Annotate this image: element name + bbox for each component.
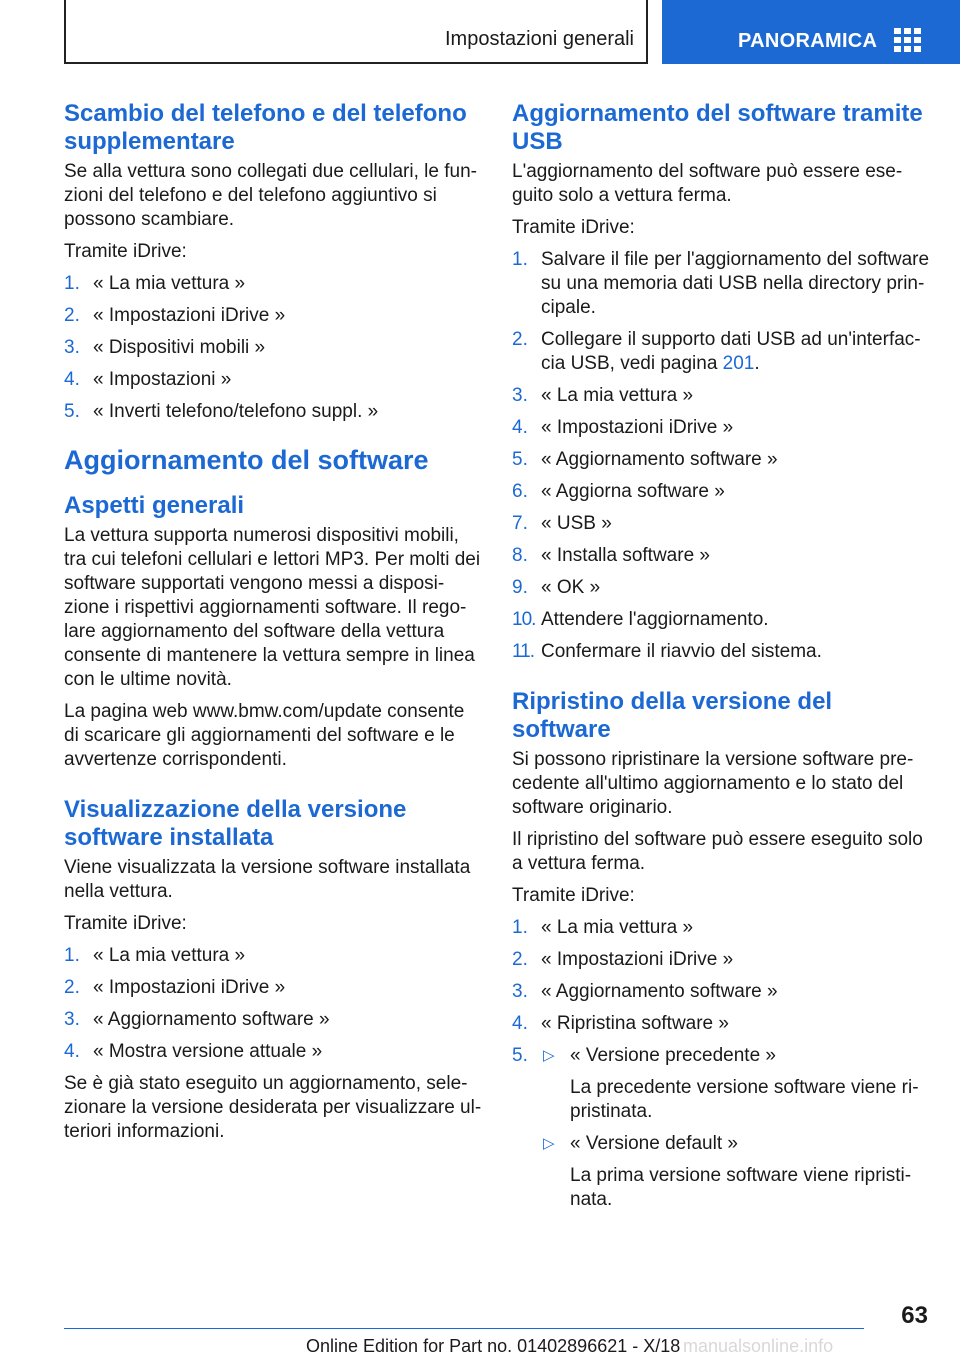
step-text: « La mia vettura » — [541, 917, 694, 938]
step-number: 1. — [512, 917, 528, 938]
step-number: 1. — [512, 249, 528, 270]
steps-list-phone-swap — [64, 272, 484, 424]
triangle-bullet-icon: ▷ — [543, 1135, 555, 1152]
step-text-end: . — [754, 353, 760, 374]
step-number: 3. — [64, 337, 80, 358]
step-number: 4. — [512, 1013, 528, 1034]
step-item — [512, 328, 932, 376]
step-item — [64, 1040, 484, 1064]
step-number: 4. — [64, 1041, 80, 1062]
right-column — [512, 100, 932, 1220]
section-title-usb-update: Aggiornamento del software tramite USB — [512, 100, 923, 155]
step-number: 3. — [64, 1009, 80, 1030]
grid-icon — [894, 28, 922, 52]
steps-list-restore — [512, 916, 932, 1212]
step-text: « OK » — [541, 577, 601, 598]
page-header — [0, 0, 960, 66]
step-number: 1. — [64, 945, 80, 966]
step-text: « Installa software » — [541, 545, 710, 566]
section-tab-label: Impostazioni generali — [445, 28, 634, 50]
step-item — [512, 1044, 932, 1212]
page-number: 63 — [901, 1302, 928, 1329]
paragraph: Se alla vettura sono collegati due cellulari, le fun-zioni del telefono e del telefono aggiuntivo si possono scambiare. — [64, 161, 477, 230]
sub-option — [541, 1132, 932, 1156]
step-item — [64, 272, 484, 296]
step-item — [64, 976, 484, 1000]
step-text: Collegare il supporto dati USB ad un'interfac-cia USB, vedi pagina — [541, 329, 921, 374]
paragraph: Tramite iDrive: — [64, 241, 187, 262]
step-text: « La mia vettura » — [93, 945, 246, 966]
step-text: « Aggiorna software » — [541, 481, 725, 502]
step-item — [512, 640, 932, 664]
step-number: 3. — [512, 385, 528, 406]
step-text: « Impostazioni iDrive » — [541, 949, 734, 970]
step-text: « Aggiornamento software » — [541, 981, 778, 1002]
step-number: 1. — [64, 273, 80, 294]
step-text: « Impostazioni iDrive » — [93, 305, 286, 326]
step-item — [64, 1008, 484, 1032]
paragraph: La pagina web www.bmw.com/update consente di scaricare gli aggiornamenti del software e le avvertenze corrispondenti. — [64, 701, 465, 770]
step-text: « Impostazioni iDrive » — [93, 977, 286, 998]
paragraph: Il ripristino del software può essere eseguito solo a vettura ferma. — [512, 829, 923, 874]
paragraph: La vettura supporta numerosi dispositivi mobili, tra cui telefoni cellulari e lettori MP3. Per molti dei software supportati vengono messi a disposi-zione i rispettivi aggiornamenti software. Il rego-lare aggiornamento del software della vettura consente di mantenere la vettura sempre in linea con le ultime novità. — [64, 525, 481, 690]
footer-watermark: manualsonline.info — [683, 1336, 834, 1356]
chapter-title-software-update: Aggiornamento del software — [64, 445, 429, 475]
step-item — [512, 480, 932, 504]
section-title-restore: Ripristino della versione del software — [512, 688, 833, 743]
step-number: 3. — [512, 981, 528, 1002]
step-item — [512, 416, 932, 440]
steps-list-usb-update — [512, 248, 932, 664]
step-item — [64, 336, 484, 360]
step-text: Confermare il riavvio del sistema. — [541, 641, 822, 662]
paragraph: Viene visualizzata la versione software installata nella vettura. — [64, 857, 471, 902]
step-item — [512, 448, 932, 472]
steps-list-version-display — [64, 944, 484, 1064]
page-link[interactable]: 201 — [722, 353, 755, 374]
step-text: « Aggiornamento software » — [541, 449, 778, 470]
step-number: 2. — [64, 977, 80, 998]
step-number: 2. — [512, 329, 528, 350]
step-number: 2. — [512, 949, 528, 970]
sub-option — [541, 1044, 932, 1068]
sub-options-list — [541, 1044, 932, 1068]
triangle-bullet-icon: ▷ — [543, 1047, 555, 1064]
step-item — [512, 512, 932, 536]
step-item — [512, 916, 932, 940]
step-item — [512, 608, 932, 632]
option-label: « Versione precedente » — [570, 1045, 776, 1066]
option-label: « Versione default » — [570, 1133, 738, 1154]
option-description: La prima versione software viene ripristi-nata. — [570, 1165, 912, 1210]
step-text: Attendere l'aggiornamento. — [541, 609, 769, 630]
step-number: 11. — [512, 641, 535, 662]
step-item — [512, 948, 932, 972]
step-number: 6. — [512, 481, 528, 502]
footer-edition: Online Edition for Part no. 01402896621 - X/18 — [306, 1336, 681, 1356]
step-number: 8. — [512, 545, 528, 566]
step-number: 4. — [64, 369, 80, 390]
step-text: Salvare il file per l'aggiornamento del software su una memoria dati USB nella directory prin-cipale. — [541, 249, 930, 318]
step-text: « Impostazioni iDrive » — [541, 417, 734, 438]
step-number: 7. — [512, 513, 528, 534]
step-number: 5. — [512, 1045, 528, 1066]
step-text: « Impostazioni » — [93, 369, 232, 390]
step-item — [64, 304, 484, 328]
step-item — [64, 944, 484, 968]
step-item — [64, 400, 484, 424]
step-text: « Inverti telefono/telefono suppl. » — [93, 401, 379, 422]
left-column — [64, 100, 484, 1152]
step-item — [512, 980, 932, 1004]
sub-options-list — [541, 1132, 932, 1156]
step-item — [512, 576, 932, 600]
step-text: « Dispositivi mobili » — [93, 337, 266, 358]
step-text: « La mia vettura » — [93, 273, 246, 294]
step-item — [512, 384, 932, 408]
paragraph: Tramite iDrive: — [512, 885, 635, 906]
step-item — [512, 248, 932, 320]
step-number: 2. — [64, 305, 80, 326]
overview-tab-label: PANORAMICA — [738, 30, 878, 52]
section-title-phone-swap: Scambio del telefono e del telefono supplementare — [64, 100, 467, 155]
step-number: 9. — [512, 577, 528, 598]
step-item — [512, 1012, 932, 1036]
paragraph: Tramite iDrive: — [512, 217, 635, 238]
step-text: « Ripristina software » — [541, 1013, 729, 1034]
step-item — [64, 368, 484, 392]
step-number: 5. — [64, 401, 80, 422]
step-number: 5. — [512, 449, 528, 470]
paragraph: Si possono ripristinare la versione software pre-cedente all'ultimo aggiornamento e lo stato del software originario. — [512, 749, 914, 818]
section-tab[interactable] — [64, 0, 648, 64]
footer-divider — [64, 1328, 864, 1329]
step-text: « USB » — [541, 513, 612, 534]
step-number: 4. — [512, 417, 528, 438]
overview-tab[interactable] — [662, 0, 960, 64]
section-title-general: Aspetti generali — [64, 492, 245, 519]
step-text: « Mostra versione attuale » — [93, 1041, 323, 1062]
step-number: 10. — [512, 609, 536, 630]
paragraph: L'aggiornamento del software può essere ese-guito solo a vettura ferma. — [512, 161, 903, 206]
option-description: La precedente versione software viene ri-pristinata. — [570, 1077, 919, 1122]
section-title-version-display: Visualizzazione della versione software installata — [64, 796, 407, 851]
step-text: « La mia vettura » — [541, 385, 694, 406]
paragraph: Se è già stato eseguito un aggiornamento, sele-zionare la versione desiderata per visualizzare ul-teriori informazioni. — [64, 1073, 482, 1142]
step-item — [512, 544, 932, 568]
paragraph: Tramite iDrive: — [64, 913, 187, 934]
step-text: « Aggiornamento software » — [93, 1009, 330, 1030]
